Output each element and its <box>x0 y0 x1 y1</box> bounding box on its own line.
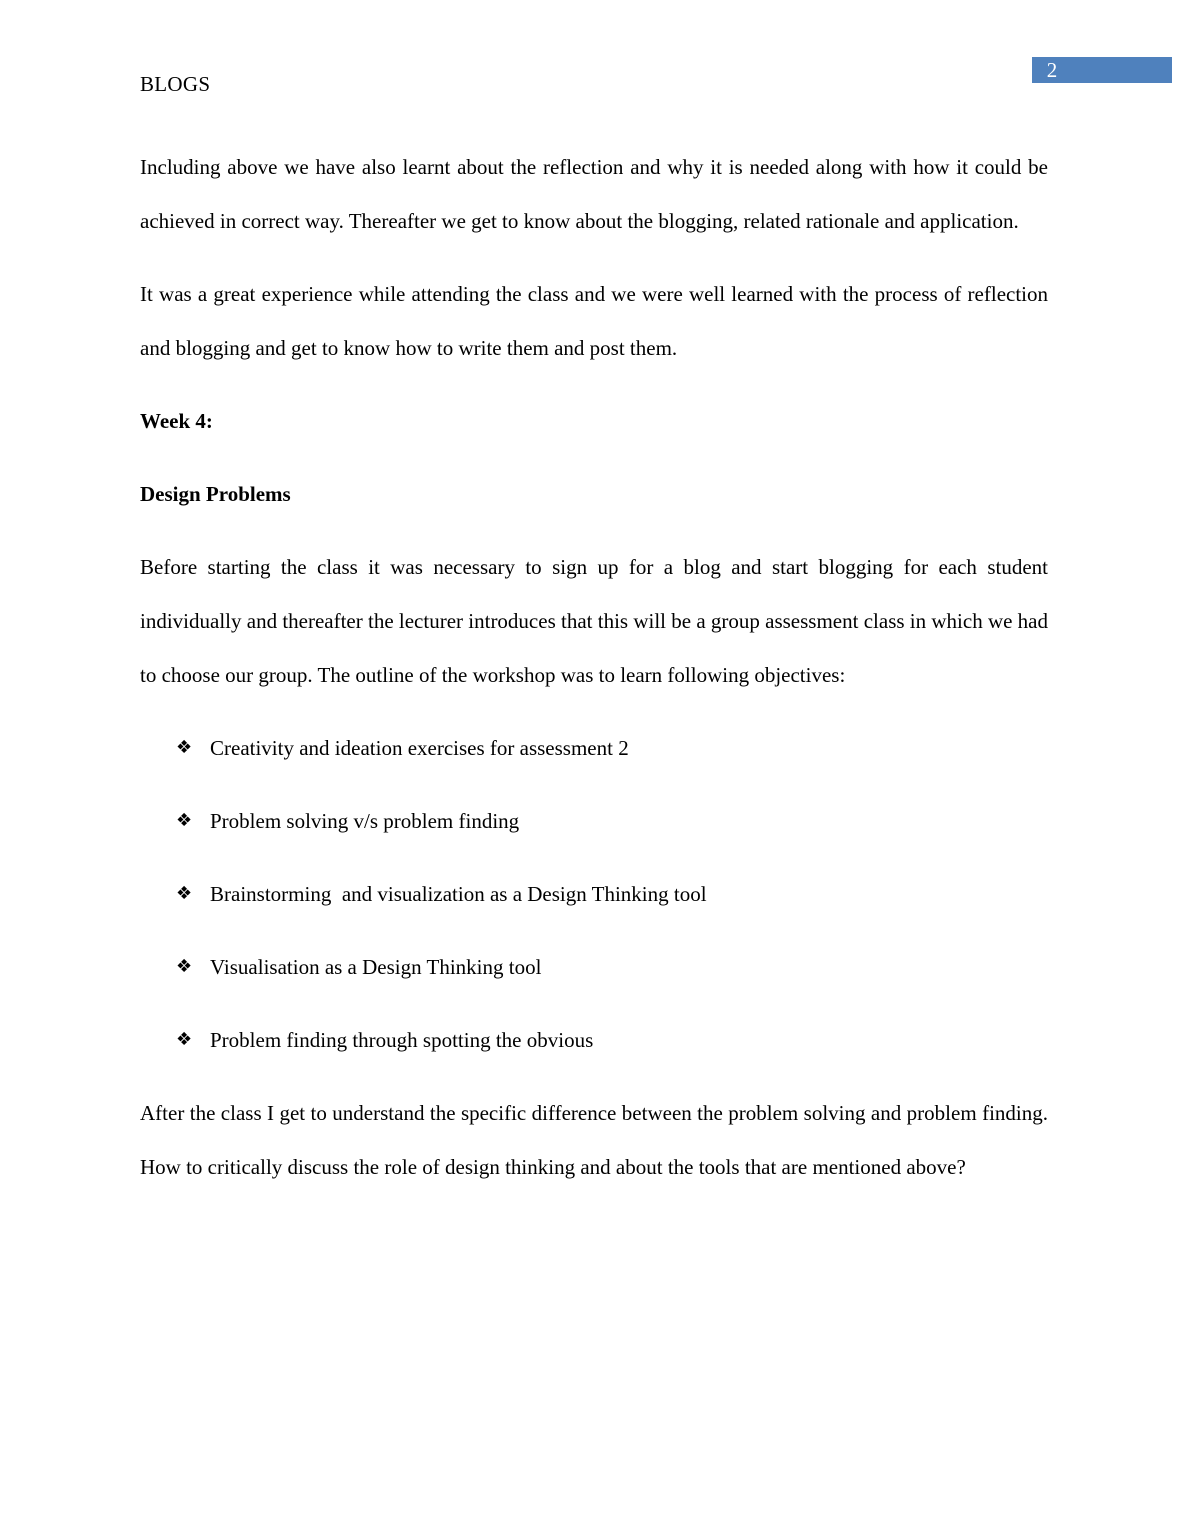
objectives-list <box>140 721 1048 1067</box>
page-number-bar <box>1032 57 1172 83</box>
paragraph-experience: It was a great experience while attending the class and we were well learned with the process of reflection and blogging and get to know how to write them and post them. <box>140 282 1048 360</box>
list-item <box>140 940 1048 994</box>
list-item-text: Visualisation as a Design Thinking tool <box>210 955 542 979</box>
four-diamond-bullet-icon: ❖ <box>176 810 193 831</box>
page-number: 2 <box>1046 58 1058 82</box>
four-diamond-bullet-icon: ❖ <box>176 1029 193 1050</box>
section-heading: Design Problems <box>140 482 291 506</box>
four-diamond-bullet-icon: ❖ <box>176 737 193 758</box>
list-item <box>140 1013 1048 1067</box>
paragraph-intro: Before starting the class it was necessary to sign up for a blog and start blogging for each student individually and thereafter the lecturer introduces that this will be a group assessment class in which we had to choose our group. The outline of the workshop was to learn following objectives: <box>140 555 1048 687</box>
list-item-text: Creativity and ideation exercises for assessment 2 <box>210 736 629 760</box>
list-item <box>140 721 1048 775</box>
week-heading: Week 4: <box>140 409 213 433</box>
document-body <box>140 140 1048 1213</box>
list-item-text: Brainstorming and visualization as a Design Thinking tool <box>210 882 707 906</box>
four-diamond-bullet-icon: ❖ <box>176 883 193 904</box>
paragraph-reflection: Including above we have also learnt about the reflection and why it is needed along with how it could be achieved in correct way. Thereafter we get to know about the blogging, related rationale and application. <box>140 155 1048 233</box>
running-header: BLOGS <box>140 72 211 96</box>
four-diamond-bullet-icon: ❖ <box>176 956 193 977</box>
paragraph-closing: After the class I get to understand the specific difference between the problem solving and problem finding. How to critically discuss the role of design thinking and about the tools that are mentioned above? <box>140 1101 1048 1179</box>
list-item <box>140 794 1048 848</box>
list-item <box>140 867 1048 921</box>
list-item-text: Problem solving v/s problem finding <box>210 809 520 833</box>
list-item-text: Problem finding through spotting the obvious <box>210 1028 594 1052</box>
